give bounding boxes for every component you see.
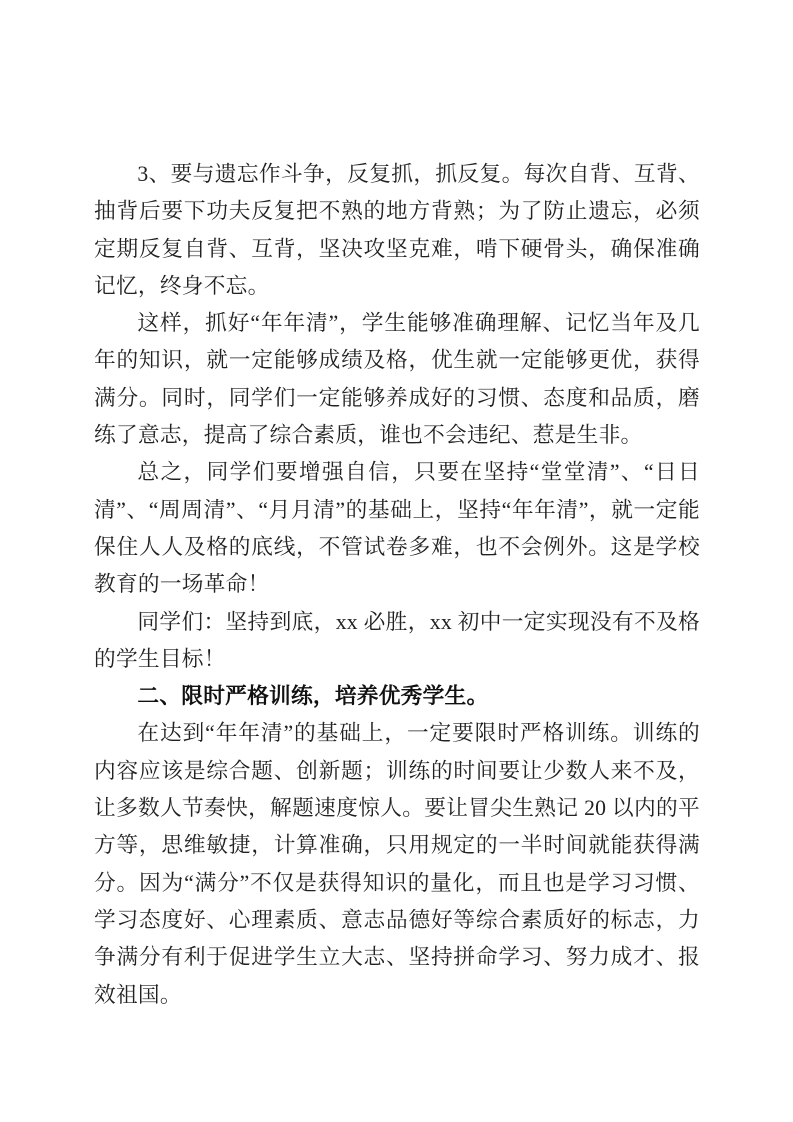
paragraph-review-point-3: 3、要与遗忘作斗争，反复抓，抓反复。每次自背、互背、抽背后要下功夫反复把不熟的地方背熟；为了防止遗忘，必须定期反复自背、互背，坚决攻坚克难，啃下硬骨头，确保准确记忆，终身不忘。 [94,162,700,298]
paragraph-slogan: 同学们：坚持到底，xx 必胜，xx 初中一定实现没有不及格的学生目标！ [94,609,700,671]
paragraph-summary: 总之，同学们要增强自信，只要在坚持“堂堂清”、“日日清”、“周周清”、“月月清”的基础上，坚持“年年清”，就一定能保住人人及格的底线，不管试卷多难，也不会例外。这是学校教育的一场革命！ [94,460,700,597]
paragraph-nian-nian-qing-result: 这样，抓好“年年清”，学生能够准确理解、记忆当年及几年的知识，就一定能够成绩及格，优生就一定能够更优，获得满分。同时，同学们一定能够养成好的习惯、态度和品质，磨练了意志，提高了综合素质，谁也不会违纪、惹是生非。 [94,311,700,448]
paragraph-timed-training: 在达到“年年清”的基础上，一定要限时严格训练。训练的内容应该是综合题、创新题；训练的时间要让少数人来不及，让多数人节奏快，解题速度惊人。要让冒尖生熟记 20 以内的平方等，思维敏捷，计算准确，只用规定的一半时间就能获得满分。因为“满分”不仅是获得知识的量化，而且也是学习习惯、学习态度好、心理素质、意志品德好等综合素质好的标志，力争满分有利于促进学生立大志、坚持拼命学习、努力成才、报效祖国。 [94,721,700,1007]
section-heading-2: 二、限时严格训练，培养优秀学生。 [137,684,489,709]
document-content [94,156,700,1014]
